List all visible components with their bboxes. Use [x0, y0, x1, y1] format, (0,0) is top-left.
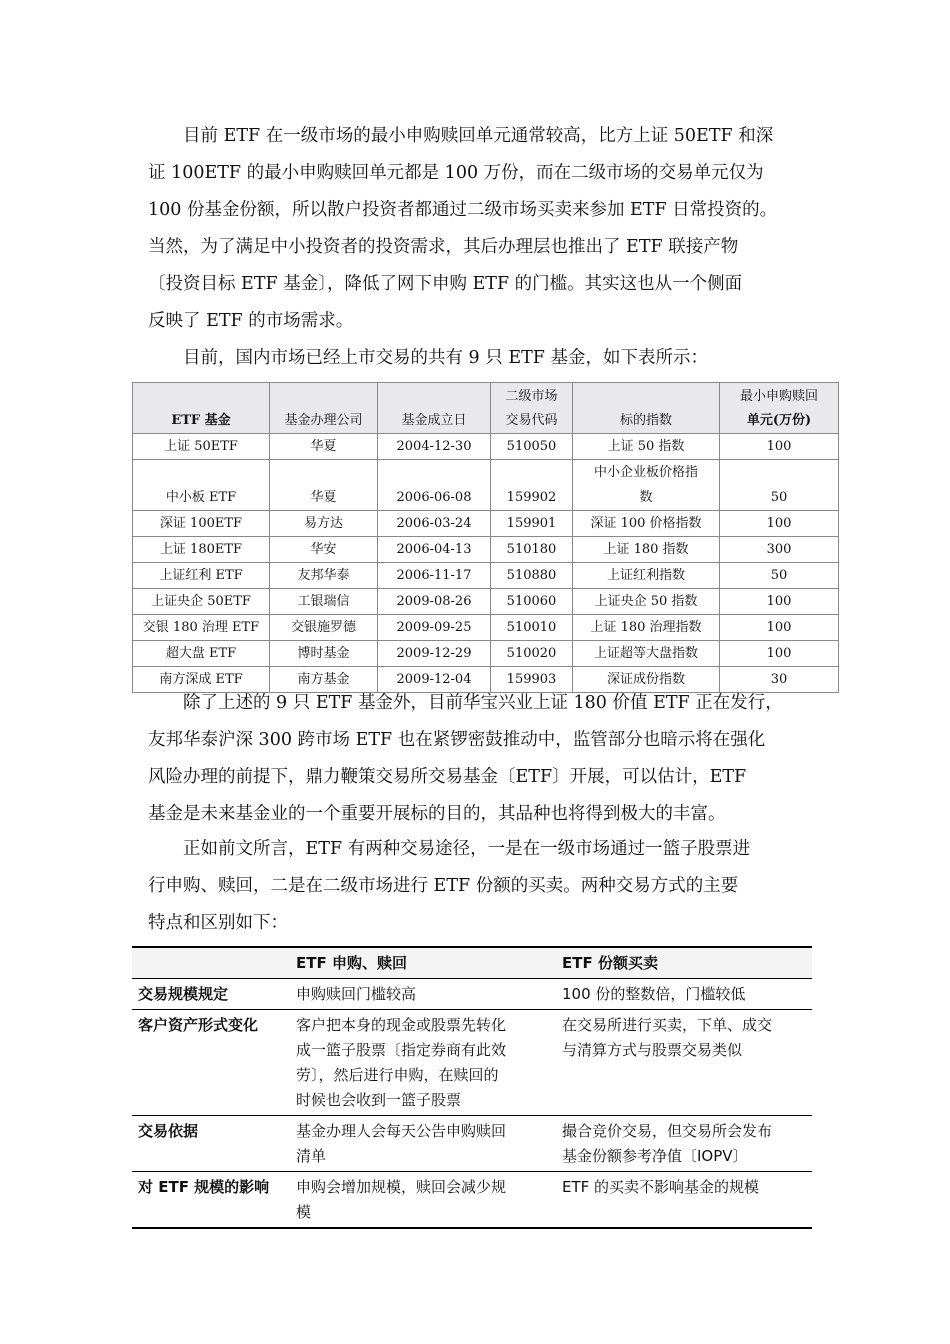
- cell-date: 2004-12-30: [378, 434, 491, 460]
- cell-line: 与清算方式与股票交易类似: [562, 1041, 743, 1059]
- cell-code: 510020: [491, 641, 573, 667]
- cell-unit: 50: [720, 563, 839, 589]
- cell-line: 在交易所进行买卖，下单、成交: [562, 1016, 773, 1034]
- cell-index: 上证 180 指数: [573, 537, 720, 563]
- cell-code: 510180: [491, 537, 573, 563]
- cell-fund: 深证 100ETF: [133, 511, 270, 537]
- text-line: 当然，为了满足中小投资者的投资需求，其后办理层也推出了 ETF 联接产物: [148, 237, 739, 257]
- cell-fund: 交银 180 治理 ETF: [133, 615, 270, 641]
- header-found-date: 基金成立日: [378, 383, 491, 434]
- cell-index: 上证红利指数: [573, 563, 720, 589]
- table-header-row: [133, 383, 839, 434]
- trade-compare-table: [132, 946, 812, 1229]
- text-line: 风险办理的前提下，鼎力鞭策交易所交易基金〔ETF〕开展，可以估计，ETF: [148, 767, 747, 787]
- header-index: 标的指数: [573, 383, 720, 434]
- cell-unit: 300: [720, 537, 839, 563]
- cell-unit: 100: [720, 434, 839, 460]
- cell-line: 客户把本身的现金或股票先转化: [296, 1016, 507, 1034]
- cell-index: 深证 100 价格指数: [573, 511, 720, 537]
- cell-date: 2006-06-08: [378, 460, 491, 511]
- cell-company: 易方达: [270, 511, 378, 537]
- etf-fund-table: [132, 382, 839, 693]
- cell-subscribe: [290, 1010, 556, 1116]
- cell-company: 工银瑞信: [270, 589, 378, 615]
- cell-date: 2006-04-13: [378, 537, 491, 563]
- cell-code: 510010: [491, 615, 573, 641]
- cell-trade: [556, 1010, 812, 1116]
- cell-unit: 50: [720, 460, 839, 511]
- row-label: 客户资产形式变化: [132, 1010, 290, 1116]
- cell-trade: [556, 979, 812, 1010]
- table-row: [133, 563, 839, 589]
- header-company: 基金办理公司: [270, 383, 378, 434]
- header-empty: [132, 947, 290, 979]
- text-line: 目前 ETF 在一级市场的最小申购赎回单元通常较高，比方上证 50ETF 和深: [183, 126, 774, 146]
- text-line: 证 100ETF 的最小申购赎回单元都是 100 万份，而在二级市场的交易单元仅为: [148, 163, 764, 183]
- cell-fund: 超大盘 ETF: [133, 641, 270, 667]
- cell-company: 华夏: [270, 460, 378, 511]
- paragraph-outlook: [148, 685, 818, 833]
- cell-index: 上证央企 50 指数: [573, 589, 720, 615]
- cell-line: 申购会增加规模，赎回会减少规: [296, 1178, 507, 1196]
- cell-date: 2009-09-25: [378, 615, 491, 641]
- text-line: 目前，国内市场已经上市交易的共有 9 只 ETF 基金，如下表所示：: [183, 348, 708, 368]
- header-min-unit-line2: 单元(万份): [746, 413, 812, 428]
- cell-code: 510050: [491, 434, 573, 460]
- cell-unit: 30: [720, 667, 839, 693]
- text-line: 友邦华泰沪深 300 跨市场 ETF 也在紧锣密鼓推动中，监管部分也暗示将在强化: [148, 730, 766, 750]
- header-min-unit: [720, 383, 839, 434]
- cell-line: 时候也会收到一篮子股票: [296, 1091, 462, 1109]
- header-trade-code-line1: 二级市场: [505, 389, 558, 404]
- cell-date: 2009-12-04: [378, 667, 491, 693]
- table-row: [133, 589, 839, 615]
- row-label: 对 ETF 规模的影响: [132, 1172, 290, 1229]
- cell-line: 100 份的整数倍，门槛较低: [562, 985, 746, 1003]
- text-line: 除了上述的 9 只 ETF 基金外，目前华宝兴业上证 180 价值 ETF 正在发行，: [183, 693, 783, 713]
- cell-unit: 100: [720, 511, 839, 537]
- cell-index: 上证 180 治理指数: [573, 615, 720, 641]
- cell-index: 上证 50 指数: [573, 434, 720, 460]
- cell-unit: 100: [720, 615, 839, 641]
- cell-line: 成一篮子股票〔指定券商有此效: [296, 1041, 507, 1059]
- cell-date: 2006-03-24: [378, 511, 491, 537]
- cell-fund: 南方深成 ETF: [133, 667, 270, 693]
- cell-line: 基金份额参考净值〔IOPV〕: [562, 1147, 748, 1165]
- cell-index: [573, 460, 720, 511]
- table-row: [133, 641, 839, 667]
- cell-line: 撮合竞价交易，但交易所会发布: [562, 1122, 773, 1140]
- table-row: [132, 1116, 812, 1172]
- header-etf-fund: ETF 基金: [133, 383, 270, 434]
- cell-fund: 中小板 ETF: [133, 460, 270, 511]
- table-row: [133, 537, 839, 563]
- cell-company: 南方基金: [270, 667, 378, 693]
- paragraph-intro: [148, 118, 818, 340]
- table-row: [132, 979, 812, 1010]
- cell-line: 劳〕，然后进行申购，在赎回的: [296, 1066, 499, 1084]
- paragraph-trade-ways: [148, 831, 818, 942]
- cell-company: 友邦华泰: [270, 563, 378, 589]
- cell-code: 510060: [491, 589, 573, 615]
- cell-trade: [556, 1172, 812, 1229]
- table-row: [132, 1172, 812, 1229]
- cell-index: 深证成份指数: [573, 667, 720, 693]
- cell-line: 基金办理人会每天公告申购赎回: [296, 1122, 507, 1140]
- text-line: 特点和区别如下：: [148, 913, 288, 933]
- header-share-trade: ETF 份额买卖: [556, 947, 812, 979]
- row-label: 交易依据: [132, 1116, 290, 1172]
- cell-unit: 100: [720, 589, 839, 615]
- cell-fund: 上证 50ETF: [133, 434, 270, 460]
- row-label: 交易规模规定: [132, 979, 290, 1010]
- cell-subscribe: [290, 1116, 556, 1172]
- cell-company: 博时基金: [270, 641, 378, 667]
- cell-date: 2009-12-29: [378, 641, 491, 667]
- cell-unit: 100: [720, 641, 839, 667]
- header-trade-code-line2: 交易代码: [505, 413, 558, 428]
- cell-index-line1: 中小企业板价格指: [593, 465, 698, 480]
- cell-code: 159901: [491, 511, 573, 537]
- cell-company: 华安: [270, 537, 378, 563]
- cell-index-line2: 数: [639, 490, 653, 505]
- cell-code: 159903: [491, 667, 573, 693]
- text-line: 反映了 ETF 的市场需求。: [148, 311, 354, 331]
- text-line: 〔投资目标 ETF 基金〕，降低了网下申购 ETF 的门槛。其实这也从一个侧面: [148, 274, 743, 294]
- cell-fund: 上证红利 ETF: [133, 563, 270, 589]
- cell-trade: [556, 1116, 812, 1172]
- table-header-row: [132, 947, 812, 979]
- cell-fund: 上证央企 50ETF: [133, 589, 270, 615]
- cell-line: 申购赎回门槛较高: [296, 985, 417, 1003]
- cell-subscribe: [290, 1172, 556, 1229]
- cell-line: 清单: [296, 1147, 327, 1165]
- cell-company: 交银施罗德: [270, 615, 378, 641]
- cell-date: 2006-11-17: [378, 563, 491, 589]
- text-line: 100 份基金份额，所以散户投资者都通过二级市场买卖来参加 ETF 日常投资的。: [148, 200, 778, 220]
- cell-company: 华夏: [270, 434, 378, 460]
- text-line: 基金是未来基金业的一个重要开展标的目的，其品种也将得到极大的丰富。: [148, 804, 726, 824]
- cell-code: 510880: [491, 563, 573, 589]
- cell-index: 上证超等大盘指数: [573, 641, 720, 667]
- cell-fund: 上证 180ETF: [133, 537, 270, 563]
- table-row: [133, 434, 839, 460]
- paragraph-table-intro: [148, 340, 818, 377]
- table-row: [132, 1010, 812, 1116]
- cell-subscribe: [290, 979, 556, 1010]
- table-row: [133, 615, 839, 641]
- cell-date: 2009-08-26: [378, 589, 491, 615]
- header-min-unit-line1: 最小申购赎回: [739, 389, 818, 404]
- cell-code: 159902: [491, 460, 573, 511]
- text-line: 正如前文所言，ETF 有两种交易途径，一是在一级市场通过一篮子股票进: [183, 839, 751, 859]
- cell-line: ETF 的买卖不影响基金的规模: [562, 1178, 760, 1196]
- cell-line: 模: [296, 1203, 312, 1221]
- text-line: 行申购、赎回，二是在二级市场进行 ETF 份额的买卖。两种交易方式的主要: [148, 876, 739, 896]
- table-row: [133, 511, 839, 537]
- table-row: [133, 460, 839, 511]
- header-trade-code: [491, 383, 573, 434]
- header-subscribe-redeem: ETF 申购、赎回: [290, 947, 556, 979]
